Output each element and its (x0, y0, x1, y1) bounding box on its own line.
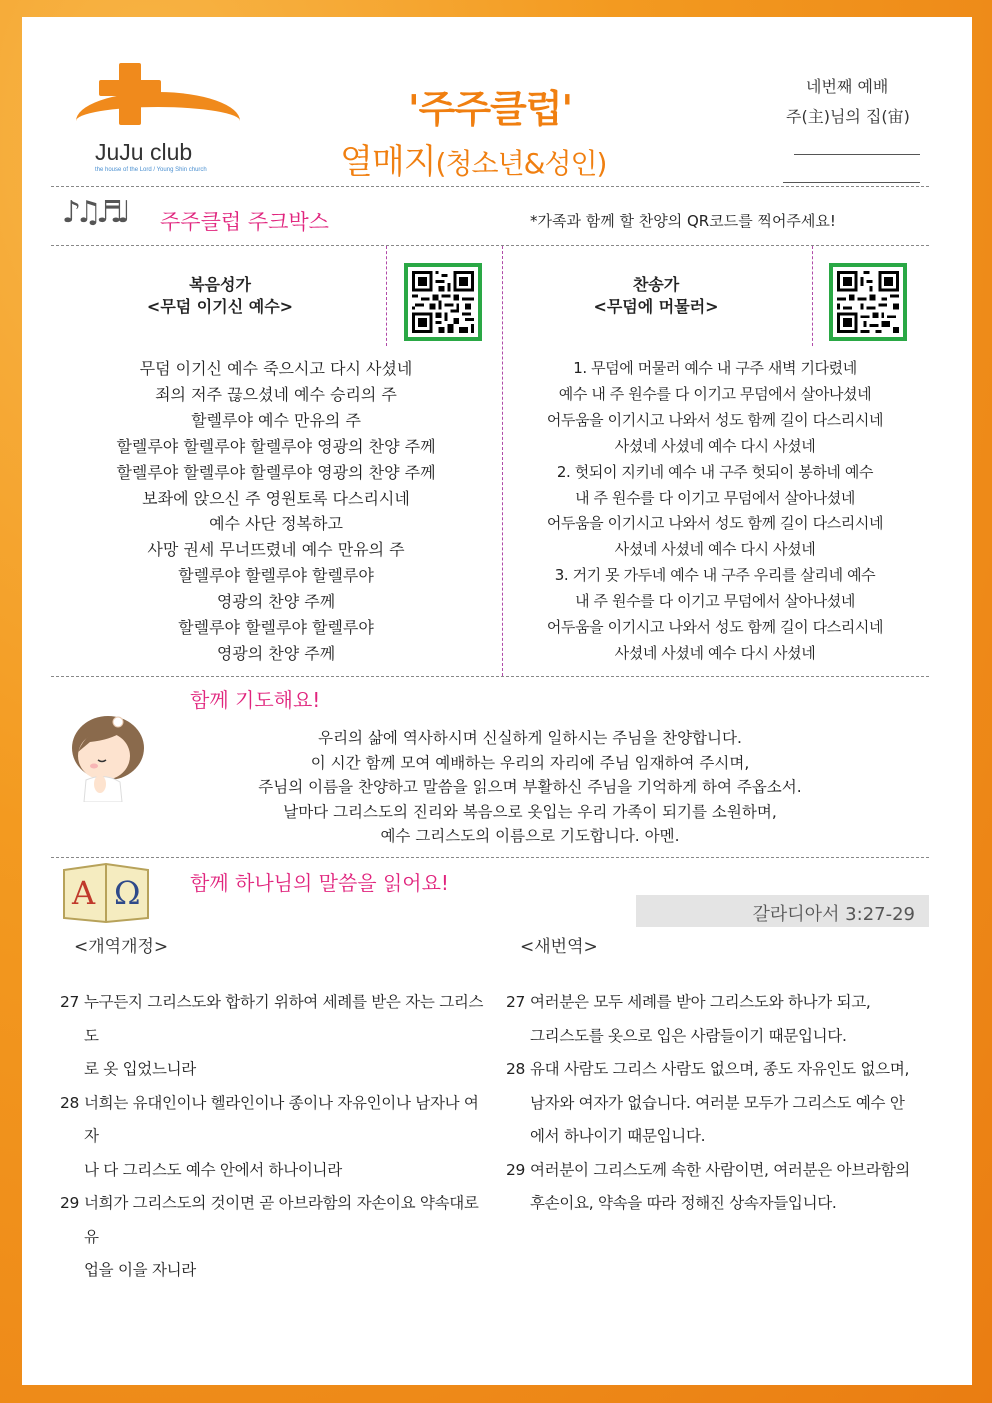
alpha-omega-book-icon (62, 862, 150, 924)
lyric-line: 사셨네 사셨네 예수 다시 사셨네 (614, 436, 816, 455)
lyric-line: 사셨네 사셨네 예수 다시 사셨네 (614, 540, 816, 559)
week-label: 네번째 예배 (806, 77, 889, 96)
lyric-line: 할렐루야 할렐루야 할렐루야 영광의 찬양 주께 (116, 436, 436, 456)
divider (51, 245, 929, 246)
verse-line: 로 옷 입었느니라 (84, 1060, 196, 1078)
prayer-line: 주님의 이름을 찬양하고 말씀을 읽으며 부활하신 주님을 기억하게 하여 주옵소서. (258, 778, 802, 796)
lyric-line: 예수 내 주 원수를 다 이기고 무덤에서 살아나셨네 (558, 384, 872, 403)
verse-line: 누구든지 그리스도와 합하기 위하여 세례를 받은 자는 그리스도 (84, 993, 484, 1045)
sub-title (340, 134, 606, 183)
divider (51, 676, 929, 677)
song-1-title (120, 274, 320, 318)
song-1-category: 복음성가 (189, 275, 251, 294)
prayer-line: 우리의 삶에 역사하시며 신실하게 일하시는 주님을 찬양합니다. (318, 729, 742, 747)
verse-item (60, 1087, 492, 1188)
verse-number: 27 (506, 993, 526, 1011)
lyric-line: 어두움을 이기시고 나와서 성도 함께 길이 다스리시네 (546, 410, 884, 429)
house-label: 주(主)님의 집(宙) (786, 107, 910, 126)
music-notes-icon: ♪♫♬♩ (62, 195, 126, 230)
lyric-line: 할렐루야 할렐루야 할렐루야 (178, 618, 374, 638)
lyric-line: 어두움을 이기시고 나와서 성도 함께 길이 다스리시네 (546, 514, 884, 533)
lyric-line: 할렐루야 할렐루야 할렐루야 (178, 566, 374, 586)
qr-divider (386, 246, 387, 346)
version-1-verses (60, 986, 492, 1288)
lyric-line: 2. 헛되이 지키네 예수 내 구주 헛되이 봉하네 예수 (556, 462, 874, 481)
scripture-reference (636, 895, 929, 927)
column-divider (502, 246, 503, 676)
verse-line: 그리스도를 옷으로 입은 사람들이기 때문입니다. (530, 1026, 847, 1045)
lyric-line: 내 주 원수를 다 이기고 무덤에서 살아나셨네 (575, 592, 855, 611)
verse-item (506, 1053, 924, 1154)
prayer-text (160, 726, 900, 849)
verse-line: 여러분은 모두 세례를 받아 그리스도와 하나가 되고, (530, 993, 871, 1011)
svg-text:Ω: Ω (114, 874, 141, 912)
qr-code-icon[interactable] (404, 263, 482, 341)
blank-line-2 (783, 182, 920, 183)
cross-logo-bar (99, 80, 161, 96)
jukebox-note: *가족과 함께 할 찬양의 QR코드를 찍어주세요! (530, 212, 836, 230)
lyric-line: 내 주 원수를 다 이기고 무덤에서 살아나셨네 (575, 488, 855, 507)
jukebox-title: 주주클럽 주크박스 (160, 210, 329, 234)
verse-number: 28 (60, 1093, 80, 1112)
lyric-line: 죄의 저주 끊으셨네 예수 승리의 주 (155, 384, 397, 404)
verse-number: 29 (506, 1160, 526, 1179)
verse-number: 29 (60, 1194, 80, 1212)
lyric-line: 1. 무덤에 머물러 예수 내 구주 새벽 기다렸네 (573, 359, 857, 377)
lyric-line: 할렐루야 예수 만유의 주 (191, 410, 361, 430)
divider (51, 857, 929, 858)
prayer-title: 함께 기도해요! (190, 688, 321, 712)
logo-text: JuJu club (95, 139, 193, 165)
verse-number: 27 (60, 993, 80, 1011)
lyric-line: 예수 사단 정복하고 (209, 514, 343, 534)
verse-line: 유대 사람도 그리스 사람도 없으며, 종도 자유인도 없으며, (530, 1060, 910, 1078)
song-2-category: 찬송가 (632, 275, 680, 294)
verse-line: 에서 하나이기 때문입니다. (530, 1127, 706, 1145)
logo-subtext: the house of the Lord / Young Shin church (95, 167, 207, 173)
qr-divider (812, 246, 813, 346)
main-title: '주주클럽' (408, 87, 573, 131)
prayer-line: 날마다 그리스도의 진리와 복음으로 옷입는 우리 가족이 되기를 소원하며, (283, 802, 777, 821)
song-2-name: <무덤에 머물러> (593, 297, 719, 316)
verse-line: 업을 이을 자니라 (84, 1261, 196, 1279)
lyric-line: 영광의 찬양 주께 (216, 643, 336, 663)
lyric-line: 어두움을 이기시고 나와서 성도 함께 길이 다스리시네 (546, 618, 884, 637)
lyric-line: 보좌에 앉으신 주 영원토록 다스리시네 (142, 488, 410, 508)
version-1-label: <개역개정> (74, 937, 169, 957)
blank-line-1 (794, 154, 920, 155)
song-2-title (556, 274, 756, 318)
verse-item (506, 1154, 924, 1221)
sub-title-paren: (청소년&성인) (435, 147, 607, 180)
verse-line: 나 다 그리스도 예수 안에서 하나이니라 (84, 1160, 342, 1179)
lyric-line: 3. 거기 못 가두네 예수 내 구주 우리를 살리네 예수 (554, 566, 876, 585)
verse-line: 너희는 유대인이나 헬라인이나 종이나 자유인이나 남자나 여자 (84, 1093, 479, 1145)
verse-line: 너희가 그리스도의 것이면 곧 아브라함의 자손이요 약속대로 유 (84, 1194, 479, 1246)
version-2-verses (506, 986, 924, 1221)
prayer-line: 예수 그리스도의 이름으로 기도합니다. 아멘. (380, 827, 680, 845)
verse-item (506, 986, 924, 1053)
verse-item (60, 986, 492, 1087)
lyric-line: 사망 권세 무너뜨렸네 예수 만유의 주 (147, 540, 405, 560)
sub-title-main: 열매지 (340, 142, 436, 182)
svg-text:A: A (72, 874, 96, 912)
verse-number: 28 (506, 1060, 526, 1078)
reference-text: 갈라디아서 3:27-29 (752, 904, 915, 925)
divider (51, 186, 929, 187)
song-1-lyrics (60, 356, 492, 667)
verse-line: 남자와 여자가 없습니다. 여러분 모두가 그리스도 예수 안 (530, 1093, 905, 1112)
version-2-label: <새번역> (520, 937, 598, 957)
praying-girl-icon (60, 712, 146, 802)
verse-item (60, 1187, 492, 1288)
prayer-line: 이 시간 함께 모여 예배하는 우리의 자리에 주님 임재하여 주시며, (310, 753, 750, 772)
word-title: 함께 하나님의 말씀을 읽어요! (190, 871, 449, 895)
lyric-line: 할렐루야 할렐루야 할렐루야 영광의 찬양 주께 (116, 462, 436, 482)
lyric-line: 사셨네 사셨네 예수 다시 사셨네 (614, 643, 816, 662)
song-1-name: <무덤 이기신 예수> (146, 297, 294, 316)
verse-line: 후손이요, 약속을 따라 정해진 상속자들입니다. (530, 1194, 837, 1212)
verse-line: 여러분이 그리스도께 속한 사람이면, 여러분은 아브라함의 (530, 1160, 910, 1179)
lyric-line: 영광의 찬양 주께 (216, 592, 336, 612)
song-2-lyrics (506, 356, 924, 667)
qr-code-icon[interactable] (829, 263, 907, 341)
lyric-line: 무덤 이기신 예수 죽으시고 다시 사셨네 (139, 359, 413, 378)
